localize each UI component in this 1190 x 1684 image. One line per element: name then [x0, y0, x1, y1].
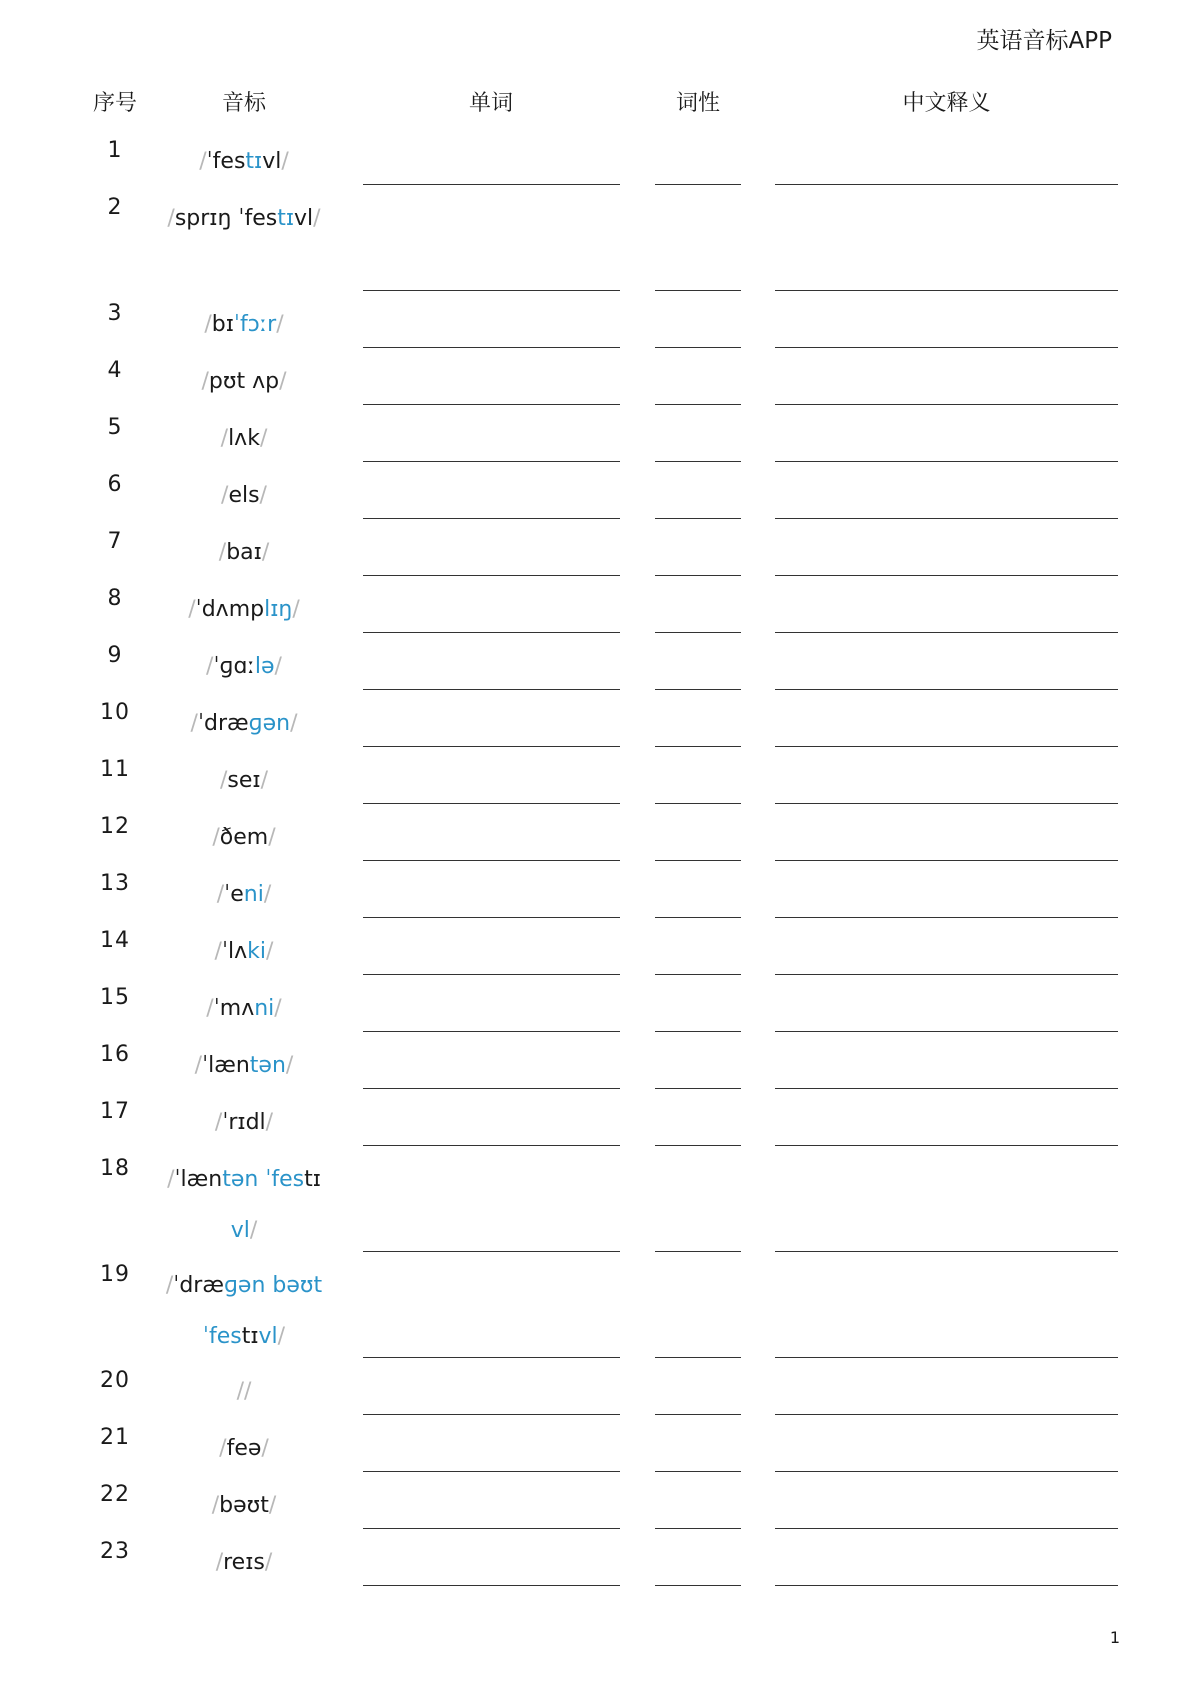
row-number: 20 [100, 1368, 130, 1393]
phonetic-slash: / [281, 149, 289, 174]
phonetic-transcription [162, 869, 326, 920]
row-number: 18 [100, 1156, 130, 1181]
phonetic-transcription [162, 299, 326, 350]
table-row [0, 918, 1190, 975]
row-number: 23 [100, 1539, 130, 1564]
phonetic-segment: reɪs [223, 1550, 265, 1575]
phonetic-transcription [162, 136, 326, 187]
table-row [0, 1089, 1190, 1146]
header-number: 序号 [92, 91, 137, 116]
table-row [0, 975, 1190, 1032]
phonetic-slash: / [261, 1436, 269, 1461]
phonetic-highlight: lɪŋ [264, 597, 293, 622]
table-row [0, 128, 1190, 185]
phonetic-segment: bəʊt [219, 1493, 269, 1518]
phonetic-segment: ˈfes [206, 149, 246, 174]
phonetic-transcription [162, 1154, 326, 1256]
phonetic-slash: / [264, 1550, 273, 1575]
phonetic-slash: / [165, 1273, 174, 1298]
phonetic-transcription [162, 1423, 326, 1474]
table-row [0, 861, 1190, 918]
phonetic-highlight: lə [254, 654, 275, 679]
table-row [0, 291, 1190, 348]
header-word: 单词 [468, 91, 513, 116]
phonetic-transcription [162, 356, 326, 407]
phonetic-highlight: tən [249, 1053, 286, 1078]
table-row [0, 405, 1190, 462]
phonetic-segment: ˈdræ [197, 711, 249, 736]
phonetic-segment: seɪ [227, 768, 261, 793]
phonetic-highlight: tɪ [277, 206, 295, 231]
phonetic-transcription [162, 584, 326, 635]
phonetic-slash: / [214, 939, 222, 964]
row-number: 14 [100, 928, 130, 953]
phonetic-slash: / [266, 939, 274, 964]
phonetic-slash: / [188, 597, 196, 622]
phonetic-segment: ˈdʌmp [195, 597, 265, 622]
phonetic-transcription [162, 1480, 326, 1531]
row-number: 9 [107, 643, 123, 668]
table-header [0, 86, 1190, 126]
table-row [0, 633, 1190, 690]
phonetic-segment: ˈlæn [202, 1053, 250, 1078]
row-number: 10 [100, 700, 130, 725]
phonetic-transcription [162, 812, 326, 863]
phonetic-segment: baɪ [226, 540, 262, 565]
table-row [0, 1252, 1190, 1358]
row-number: 5 [107, 415, 123, 440]
table-row [0, 690, 1190, 747]
phonetic-highlight: tən ˈfes [222, 1167, 305, 1192]
phonetic-segment: pʊt ʌp [208, 369, 280, 394]
word-answer-line[interactable] [363, 1585, 620, 1586]
phonetic-slash: / [259, 483, 267, 508]
phonetic-slash: / [263, 882, 272, 907]
phonetic-transcription [162, 926, 326, 977]
table-row [0, 1358, 1190, 1415]
phonetic-transcription [162, 470, 326, 521]
pos-answer-line[interactable] [655, 1585, 741, 1586]
row-number: 19 [100, 1262, 130, 1287]
phonetic-slash: / [221, 483, 229, 508]
phonetic-slash: // [236, 1379, 252, 1404]
page-number: 1 [1109, 1628, 1120, 1647]
phonetic-slash: / [167, 1167, 175, 1192]
phonetic-highlight: ni [243, 882, 264, 907]
table-row [0, 348, 1190, 405]
table-row [0, 1529, 1190, 1586]
phonetic-slash: / [194, 1053, 203, 1078]
phonetic-slash: / [218, 540, 227, 565]
table-row [0, 747, 1190, 804]
phonetic-slash: / [214, 1110, 223, 1135]
phonetic-slash: / [274, 654, 282, 679]
phonetic-transcription [162, 1260, 326, 1362]
phonetic-slash: / [206, 654, 214, 679]
phonetic-slash: / [204, 312, 212, 337]
row-number: 13 [100, 871, 130, 896]
phonetic-segment: ðem [219, 825, 269, 850]
header-part-of-speech: 词性 [675, 91, 720, 116]
table-row [0, 1146, 1190, 1252]
phonetic-slash: / [167, 206, 175, 231]
header-phonetic: 音标 [221, 91, 266, 116]
phonetic-highlight: ni [254, 996, 275, 1021]
row-number: 3 [107, 301, 123, 326]
phonetic-transcription [162, 1097, 326, 1148]
phonetic-transcription [162, 641, 326, 692]
phonetic-transcription [162, 1537, 326, 1588]
phonetic-transcription [162, 193, 326, 244]
phonetic-slash: / [285, 1053, 294, 1078]
table-row [0, 519, 1190, 576]
phonetic-slash: / [268, 825, 276, 850]
phonetic-highlight: tɪ [245, 149, 263, 174]
phonetic-highlight: vl [230, 1218, 250, 1243]
phonetic-slash: / [249, 1218, 258, 1243]
phonetic-slash: / [277, 1324, 286, 1349]
row-number: 2 [107, 195, 123, 220]
table-row [0, 185, 1190, 291]
table-row [0, 1032, 1190, 1089]
phonetic-slash: / [216, 882, 225, 907]
phonetic-segment: ˈrɪdl [222, 1110, 266, 1135]
phonetic-segment: els [228, 483, 260, 508]
phonetic-slash: / [274, 996, 282, 1021]
phonetic-transcription [162, 698, 326, 749]
table-row [0, 1415, 1190, 1472]
phonetic-slash: / [276, 312, 284, 337]
row-number: 7 [107, 529, 123, 554]
phonetic-slash: / [290, 711, 298, 736]
phonetic-segment: ˈdræ [173, 1273, 224, 1298]
row-number: 6 [107, 472, 123, 497]
phonetic-transcription [162, 413, 326, 464]
row-number: 11 [100, 757, 130, 782]
phonetic-slash: / [215, 1550, 224, 1575]
phonetic-highlight: ˈfɔːr [233, 312, 277, 337]
phonetic-segment: vl [294, 206, 314, 231]
phonetic-segment: feə [226, 1436, 262, 1461]
phonetic-slash: / [265, 1110, 274, 1135]
phonetic-slash: / [201, 369, 209, 394]
phonetic-slash: / [212, 825, 220, 850]
phonetic-slash: / [292, 597, 300, 622]
phonetic-slash: / [211, 1493, 220, 1518]
table-row [0, 576, 1190, 633]
phonetic-slash: / [259, 426, 268, 451]
phonetic-slash: / [313, 206, 321, 231]
phonetic-segment: ˈe [224, 882, 244, 907]
phonetic-segment: sprɪŋ ˈfes [174, 206, 278, 231]
header-chinese-meaning: 中文释义 [902, 91, 991, 116]
phonetic-highlight: ɡən [248, 711, 291, 736]
table-row [0, 1472, 1190, 1529]
table-row [0, 804, 1190, 861]
phonetic-segment: vl [262, 149, 282, 174]
phonetic-slash: / [261, 540, 270, 565]
phonetic-highlight: ki [247, 939, 267, 964]
table-row [0, 462, 1190, 519]
phonetic-highlight: ɡən bəʊt ˈfes [202, 1273, 323, 1349]
phonetic-segment: ˈmʌ [213, 996, 255, 1021]
phonetic-transcription [162, 983, 326, 1034]
phonetic-slash: / [219, 768, 228, 793]
meaning-answer-line[interactable] [775, 1585, 1118, 1586]
phonetic-segment: tɪ [241, 1324, 259, 1349]
phonetic-slash: / [206, 996, 214, 1021]
row-number: 17 [100, 1099, 130, 1124]
phonetic-slash: / [279, 369, 287, 394]
row-number: 12 [100, 814, 130, 839]
row-number: 22 [100, 1482, 130, 1507]
phonetic-slash: / [260, 768, 268, 793]
phonetic-slash: / [190, 711, 198, 736]
row-number: 15 [100, 985, 130, 1010]
row-number: 21 [100, 1425, 130, 1450]
phonetic-transcription [162, 1040, 326, 1091]
row-number: 1 [107, 138, 123, 163]
phonetic-slash: / [220, 426, 229, 451]
phonetic-segment: tɪ [304, 1167, 321, 1192]
phonetic-slash: / [268, 1493, 277, 1518]
phonetic-segment: lʌk [228, 426, 260, 451]
phonetic-segment: ˈlʌ [221, 939, 248, 964]
phonetic-slash: / [199, 149, 207, 174]
row-number: 8 [107, 586, 123, 611]
phonetic-transcription [162, 527, 326, 578]
app-title: 英语音标APP [976, 28, 1112, 54]
phonetic-segment: ˈɡɑː [213, 654, 255, 679]
phonetic-segment: bɪ [211, 312, 234, 337]
phonetic-highlight: vl [258, 1324, 278, 1349]
phonetic-transcription [162, 755, 326, 806]
phonetic-slash: / [219, 1436, 227, 1461]
phonetic-segment: ˈlæn [174, 1167, 223, 1192]
phonetic-transcription [162, 1366, 326, 1417]
row-number: 4 [107, 358, 123, 383]
row-number: 16 [100, 1042, 130, 1067]
